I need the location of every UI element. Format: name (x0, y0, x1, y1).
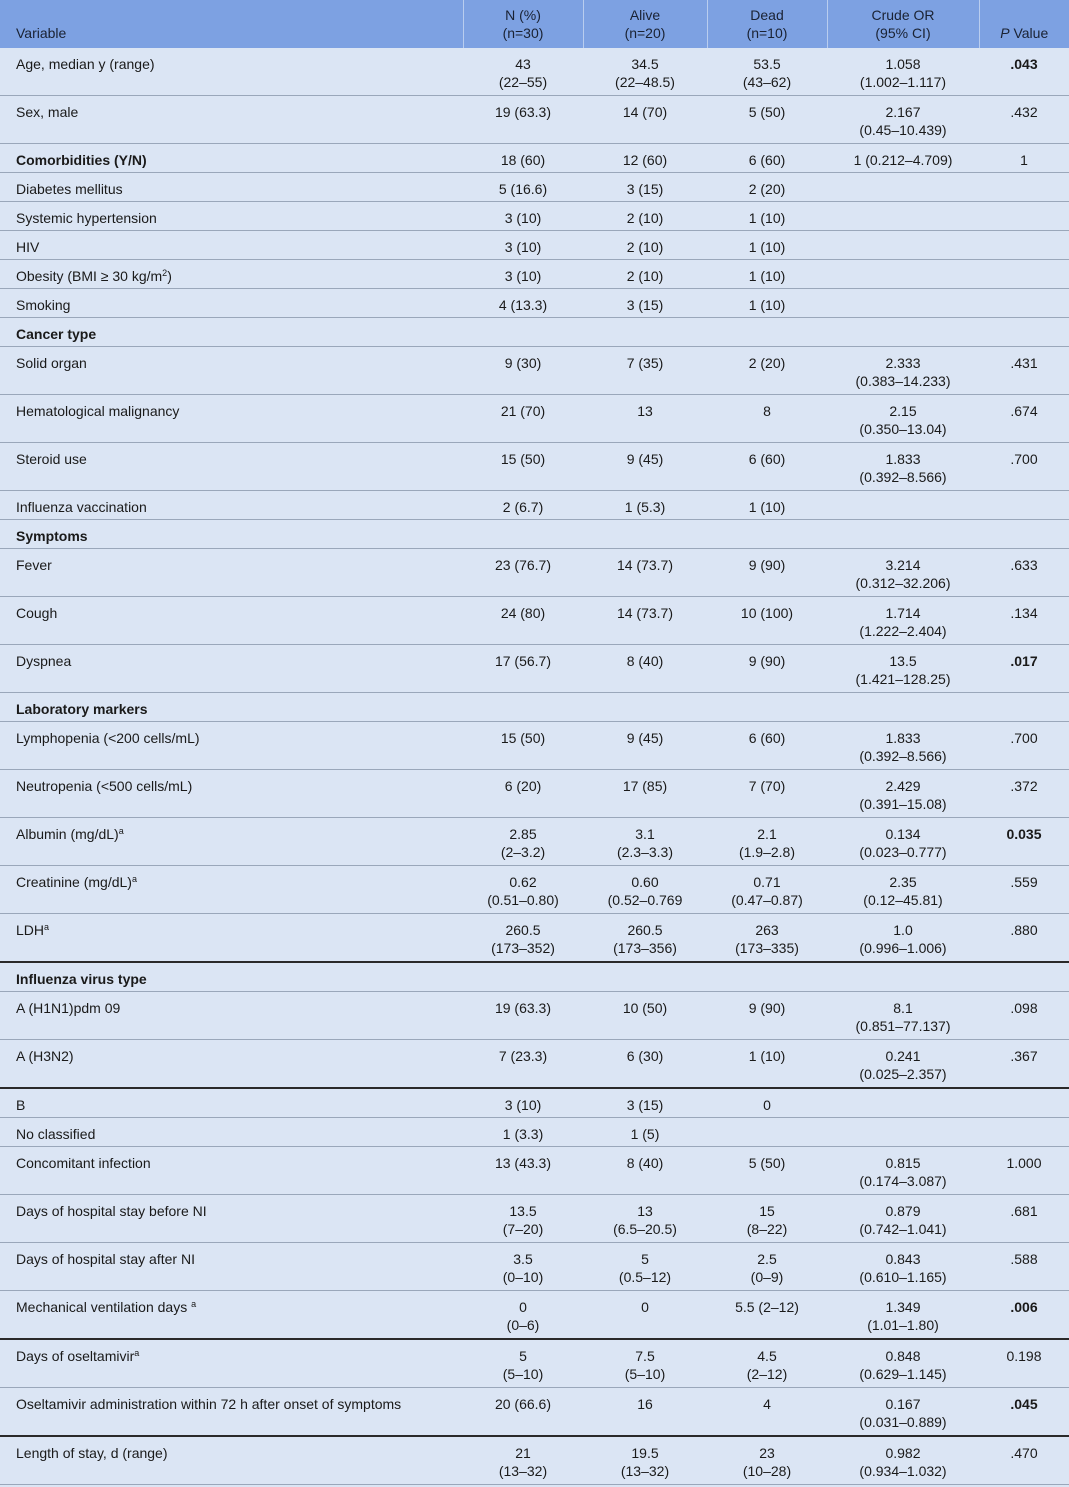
cell-p-value: .017 (979, 645, 1069, 693)
cell-alive: 1 (5.3) (583, 491, 707, 520)
table-row (0, 1243, 1069, 1291)
cell-alive: 13 (583, 395, 707, 443)
cell-alive: 3.1 (2.3–3.3) (583, 818, 707, 866)
cell-alive: 19.5 (13–32) (583, 1436, 707, 1485)
cell-dead (707, 318, 827, 347)
cell-variable: Solid organ (0, 347, 463, 395)
cell-p-value (979, 260, 1069, 289)
cell-alive: 1 (5) (583, 1118, 707, 1147)
cell-crude-or: 0.815 (0.174–3.087) (827, 1147, 979, 1195)
table-row (0, 645, 1069, 693)
cell-dead: 9 (90) (707, 992, 827, 1040)
cell-alive: 2 (10) (583, 231, 707, 260)
cell-n-pct (463, 318, 583, 347)
cell-p-value: .470 (979, 1436, 1069, 1485)
cell-variable: A (H3N2) (0, 1040, 463, 1089)
cell-p-value (979, 289, 1069, 318)
cell-dead: 53.5 (43–62) (707, 48, 827, 96)
table-row (0, 289, 1069, 318)
cell-n-pct: 3.5 (0–10) (463, 1243, 583, 1291)
cell-n-pct: 19 (63.3) (463, 992, 583, 1040)
cell-dead: 9 (90) (707, 549, 827, 597)
cell-p-value (979, 693, 1069, 722)
cell-p-value: .045 (979, 1388, 1069, 1437)
cell-n-pct: 19 (63.3) (463, 96, 583, 144)
cell-dead: 2 (20) (707, 173, 827, 202)
table-row (0, 770, 1069, 818)
cell-p-value: .681 (979, 1195, 1069, 1243)
cell-dead: 263 (173–335) (707, 914, 827, 963)
cell-p-value: 0.198 (979, 1339, 1069, 1388)
table-row (0, 395, 1069, 443)
cell-dead: 1 (10) (707, 202, 827, 231)
table-row (0, 1195, 1069, 1243)
cell-variable: Concomitant infection (0, 1147, 463, 1195)
cell-dead: 10 (100) (707, 597, 827, 645)
cell-p-value (979, 962, 1069, 992)
cell-n-pct: 17 (56.7) (463, 645, 583, 693)
cell-dead: 15 (8–22) (707, 1195, 827, 1243)
table-row (0, 318, 1069, 347)
cell-variable: Obesity (BMI ≥ 30 $kg/m^2$) (0, 260, 463, 289)
cell-crude-or (827, 202, 979, 231)
table-row (0, 173, 1069, 202)
cell-variable: Sex, male (0, 96, 463, 144)
cell-crude-or: 1 (0.212–4.709) (827, 144, 979, 173)
cell-n-pct: 7 (23.3) (463, 1040, 583, 1089)
cell-crude-or: 0.848 (0.629–1.145) (827, 1339, 979, 1388)
cell-variable: Creatinine $(mg/dL)^a$ (0, 866, 463, 914)
table-row (0, 347, 1069, 395)
cell-variable: Diabetes mellitus (0, 173, 463, 202)
cell-p-value (979, 231, 1069, 260)
cell-crude-or: 0.879 (0.742–1.041) (827, 1195, 979, 1243)
cell-n-pct: 13 (43.3) (463, 1147, 583, 1195)
cell-dead: 6 (60) (707, 144, 827, 173)
cell-alive: 260.5 (173–356) (583, 914, 707, 963)
cell-crude-or (827, 318, 979, 347)
cell-variable: Fever (0, 549, 463, 597)
cell-alive: 10 (50) (583, 992, 707, 1040)
cell-dead: 1 (10) (707, 260, 827, 289)
cell-n-pct: 23 (76.7) (463, 549, 583, 597)
cell-crude-or: 8.1 (0.851–77.137) (827, 992, 979, 1040)
cell-crude-or: 13.5 (1.421–128.25) (827, 645, 979, 693)
table-row (0, 962, 1069, 992)
cell-variable: Cough (0, 597, 463, 645)
cell-p-value: .700 (979, 722, 1069, 770)
cell-n-pct: 0.62 (0.51–0.80) (463, 866, 583, 914)
header-n-pct: N (%) (n=30) (463, 0, 583, 48)
cell-variable: Length of stay, d (range) (0, 1436, 463, 1485)
cell-crude-or (827, 520, 979, 549)
cell-p-value: .432 (979, 96, 1069, 144)
cell-n-pct: 3 (10) (463, 231, 583, 260)
cell-dead: 4.5 (2–12) (707, 1339, 827, 1388)
cell-crude-or (827, 260, 979, 289)
cell-p-value: .372 (979, 770, 1069, 818)
cell-alive: 3 (15) (583, 173, 707, 202)
cell-variable: Influenza vaccination (0, 491, 463, 520)
cell-n-pct: 13.5 (7–20) (463, 1195, 583, 1243)
cell-dead: 0.71 (0.47–0.87) (707, 866, 827, 914)
cell-crude-or: 0.134 (0.023–0.777) (827, 818, 979, 866)
cell-crude-or (827, 231, 979, 260)
header-crude-or: Crude OR (95% CI) (827, 0, 979, 48)
cell-dead (707, 520, 827, 549)
cell-variable: Age, median y (range) (0, 48, 463, 96)
table-row (0, 231, 1069, 260)
cell-crude-or (827, 1118, 979, 1147)
cell-crude-or: 1.714 (1.222–2.404) (827, 597, 979, 645)
cell-alive: 2 (10) (583, 202, 707, 231)
cell-crude-or (827, 962, 979, 992)
cell-dead: 1 (10) (707, 1040, 827, 1089)
cell-variable: Days of hospital stay after NI (0, 1243, 463, 1291)
table-row (0, 48, 1069, 96)
cell-n-pct: 21 (70) (463, 395, 583, 443)
cell-p-value (979, 520, 1069, 549)
cell-crude-or: 2.333 (0.383–14.233) (827, 347, 979, 395)
cell-dead: 2.1 (1.9–2.8) (707, 818, 827, 866)
table-row (0, 202, 1069, 231)
cell-variable: A (H1N1)pdm 09 (0, 992, 463, 1040)
cell-p-value: .633 (979, 549, 1069, 597)
cell-crude-or: 2.35 (0.12–45.81) (827, 866, 979, 914)
table-row (0, 96, 1069, 144)
cell-n-pct: 15 (50) (463, 722, 583, 770)
cell-n-pct: 3 (10) (463, 1088, 583, 1118)
cell-n-pct (463, 520, 583, 549)
cell-p-value: .431 (979, 347, 1069, 395)
table-row (0, 1388, 1069, 1437)
cell-crude-or: 1.349 (1.01–1.80) (827, 1291, 979, 1340)
table-row (0, 992, 1069, 1040)
cell-alive: 16 (583, 1388, 707, 1437)
cell-variable: Lymphopenia (<200 cells/mL) (0, 722, 463, 770)
cell-alive: 14 (73.7) (583, 597, 707, 645)
cell-crude-or: 0.241 (0.025–2.357) (827, 1040, 979, 1089)
cell-crude-or (827, 1088, 979, 1118)
cell-dead: 6 (60) (707, 722, 827, 770)
cell-variable: Days of oseltamivir$^a$ (0, 1339, 463, 1388)
cell-dead: 8 (707, 395, 827, 443)
table-row (0, 1118, 1069, 1147)
cell-variable: Dyspnea (0, 645, 463, 693)
cell-dead (707, 962, 827, 992)
cell-variable: Oseltamivir administration within 72 h after onset of symptoms (0, 1388, 463, 1437)
cell-n-pct: 2 (6.7) (463, 491, 583, 520)
cell-p-value: .134 (979, 597, 1069, 645)
cell-alive: 6 (30) (583, 1040, 707, 1089)
table-row (0, 1436, 1069, 1485)
table-row (0, 1040, 1069, 1089)
table-row (0, 914, 1069, 963)
cell-variable: Days of hospital stay before NI (0, 1195, 463, 1243)
cell-p-value: 1 (979, 144, 1069, 173)
cell-variable: Systemic hypertension (0, 202, 463, 231)
cell-crude-or: 2.167 (0.45–10.439) (827, 96, 979, 144)
table-row (0, 818, 1069, 866)
cell-p-value: .559 (979, 866, 1069, 914)
table-row (0, 1147, 1069, 1195)
cell-variable: Influenza virus type (0, 962, 463, 992)
cell-crude-or: 1.833 (0.392–8.566) (827, 722, 979, 770)
cell-n-pct: 5 (16.6) (463, 173, 583, 202)
cell-p-value (979, 491, 1069, 520)
cell-n-pct: 5 (5–10) (463, 1339, 583, 1388)
cell-variable: HIV (0, 231, 463, 260)
cell-p-value (979, 1118, 1069, 1147)
cell-variable: Neutropenia (<500 cells/mL) (0, 770, 463, 818)
cell-variable: Laboratory markers (0, 693, 463, 722)
cell-crude-or: 2.15 (0.350–13.04) (827, 395, 979, 443)
table-row (0, 866, 1069, 914)
cell-p-value: .098 (979, 992, 1069, 1040)
cell-crude-or: 2.429 (0.391–15.08) (827, 770, 979, 818)
cell-alive: 2 (10) (583, 260, 707, 289)
cell-alive: 0 (583, 1291, 707, 1340)
cell-alive: 7 (35) (583, 347, 707, 395)
cell-crude-or: 3.214 (0.312–32.206) (827, 549, 979, 597)
cell-dead: 2 (20) (707, 347, 827, 395)
cell-dead: 1 (10) (707, 491, 827, 520)
cell-n-pct: 3 (10) (463, 260, 583, 289)
cell-n-pct (463, 962, 583, 992)
cell-variable: B (0, 1088, 463, 1118)
cell-variable: Albumin $(mg/dL)^a$ (0, 818, 463, 866)
cell-variable: Steroid use (0, 443, 463, 491)
cell-variable: Comorbidities (Y/N) (0, 144, 463, 173)
cell-dead: 6 (60) (707, 443, 827, 491)
cell-dead (707, 693, 827, 722)
cell-variable: Hematological malignancy (0, 395, 463, 443)
cell-n-pct: 21 (13–32) (463, 1436, 583, 1485)
cell-dead: 1 (10) (707, 289, 827, 318)
table-row (0, 693, 1069, 722)
header-dead: Dead (n=10) (707, 0, 827, 48)
table-header-row (0, 0, 1069, 48)
cell-dead: 1 (10) (707, 231, 827, 260)
cell-crude-or (827, 693, 979, 722)
cell-variable: LDH$^a$ (0, 914, 463, 963)
cell-alive: 34.5 (22–48.5) (583, 48, 707, 96)
cell-crude-or: 1.0 (0.996–1.006) (827, 914, 979, 963)
cell-p-value: .674 (979, 395, 1069, 443)
cell-variable: Cancer type (0, 318, 463, 347)
cell-alive: 8 (40) (583, 645, 707, 693)
cell-n-pct: 24 (80) (463, 597, 583, 645)
cell-n-pct: 43 (22–55) (463, 48, 583, 96)
table-row (0, 549, 1069, 597)
cell-n-pct: 6 (20) (463, 770, 583, 818)
cell-crude-or: 1.833 (0.392–8.566) (827, 443, 979, 491)
cell-variable: Symptoms (0, 520, 463, 549)
cell-n-pct (463, 693, 583, 722)
cell-alive: 7.5 (5–10) (583, 1339, 707, 1388)
cell-n-pct: 0 (0–6) (463, 1291, 583, 1340)
cell-dead (707, 1118, 827, 1147)
table-row (0, 1339, 1069, 1388)
cell-dead: 4 (707, 1388, 827, 1437)
cell-alive (583, 520, 707, 549)
cell-dead: 23 (10–28) (707, 1436, 827, 1485)
header-variable: Variable (0, 0, 463, 48)
cell-dead: 9 (90) (707, 645, 827, 693)
table-row (0, 597, 1069, 645)
cell-p-value: .006 (979, 1291, 1069, 1340)
table-body (0, 48, 1069, 1485)
table-row (0, 260, 1069, 289)
cell-dead: 5 (50) (707, 1147, 827, 1195)
cell-p-value (979, 1088, 1069, 1118)
cell-dead: 0 (707, 1088, 827, 1118)
cell-alive (583, 693, 707, 722)
cell-dead: 5.5 (2–12) (707, 1291, 827, 1340)
cell-dead: 7 (70) (707, 770, 827, 818)
cell-p-value: .043 (979, 48, 1069, 96)
cell-p-value (979, 173, 1069, 202)
cell-n-pct: 1 (3.3) (463, 1118, 583, 1147)
table-row (0, 1291, 1069, 1340)
cell-variable: Smoking (0, 289, 463, 318)
cell-n-pct: 3 (10) (463, 202, 583, 231)
cell-dead: 5 (50) (707, 96, 827, 144)
cell-crude-or (827, 491, 979, 520)
cell-alive: 5 (0.5–12) (583, 1243, 707, 1291)
cell-dead: 2.5 (0–9) (707, 1243, 827, 1291)
header-alive: Alive (n=20) (583, 0, 707, 48)
cell-n-pct: 2.85 (2–3.2) (463, 818, 583, 866)
table-row (0, 443, 1069, 491)
cell-alive: 3 (15) (583, 1088, 707, 1118)
table-row (0, 722, 1069, 770)
cell-alive: 9 (45) (583, 722, 707, 770)
cell-p-value (979, 202, 1069, 231)
cell-crude-or: 0.982 (0.934–1.032) (827, 1436, 979, 1485)
cell-alive (583, 318, 707, 347)
cell-variable: Mechanical ventilation days $^a$ (0, 1291, 463, 1340)
cell-alive: 14 (73.7) (583, 549, 707, 597)
cell-p-value (979, 318, 1069, 347)
cell-p-value: .700 (979, 443, 1069, 491)
cell-alive: 17 (85) (583, 770, 707, 818)
cell-n-pct: 15 (50) (463, 443, 583, 491)
cell-alive: 0.60 (0.52–0.769 (583, 866, 707, 914)
cell-crude-or (827, 289, 979, 318)
cell-crude-or (827, 173, 979, 202)
cell-crude-or: 0.843 (0.610–1.165) (827, 1243, 979, 1291)
cell-variable: No classified (0, 1118, 463, 1147)
cell-p-value: .880 (979, 914, 1069, 963)
cell-alive: 3 (15) (583, 289, 707, 318)
table-row (0, 520, 1069, 549)
cell-p-value: .588 (979, 1243, 1069, 1291)
cell-alive: 13 (6.5–20.5) (583, 1195, 707, 1243)
cell-n-pct: 9 (30) (463, 347, 583, 395)
cell-crude-or: 0.167 (0.031–0.889) (827, 1388, 979, 1437)
cell-n-pct: 260.5 (173–352) (463, 914, 583, 963)
table-row (0, 491, 1069, 520)
cell-alive (583, 962, 707, 992)
cell-p-value: .367 (979, 1040, 1069, 1089)
cell-p-value: 0.035 (979, 818, 1069, 866)
cell-alive: 12 (60) (583, 144, 707, 173)
table-row (0, 1088, 1069, 1118)
cell-n-pct: 4 (13.3) (463, 289, 583, 318)
cell-crude-or: 1.058 (1.002–1.117) (827, 48, 979, 96)
cell-n-pct: 18 (60) (463, 144, 583, 173)
cell-alive: 14 (70) (583, 96, 707, 144)
table-row (0, 144, 1069, 173)
cell-n-pct: 20 (66.6) (463, 1388, 583, 1437)
cell-alive: 8 (40) (583, 1147, 707, 1195)
cell-alive: 9 (45) (583, 443, 707, 491)
cell-p-value: 1.000 (979, 1147, 1069, 1195)
header-p-value: P Value (979, 0, 1069, 48)
